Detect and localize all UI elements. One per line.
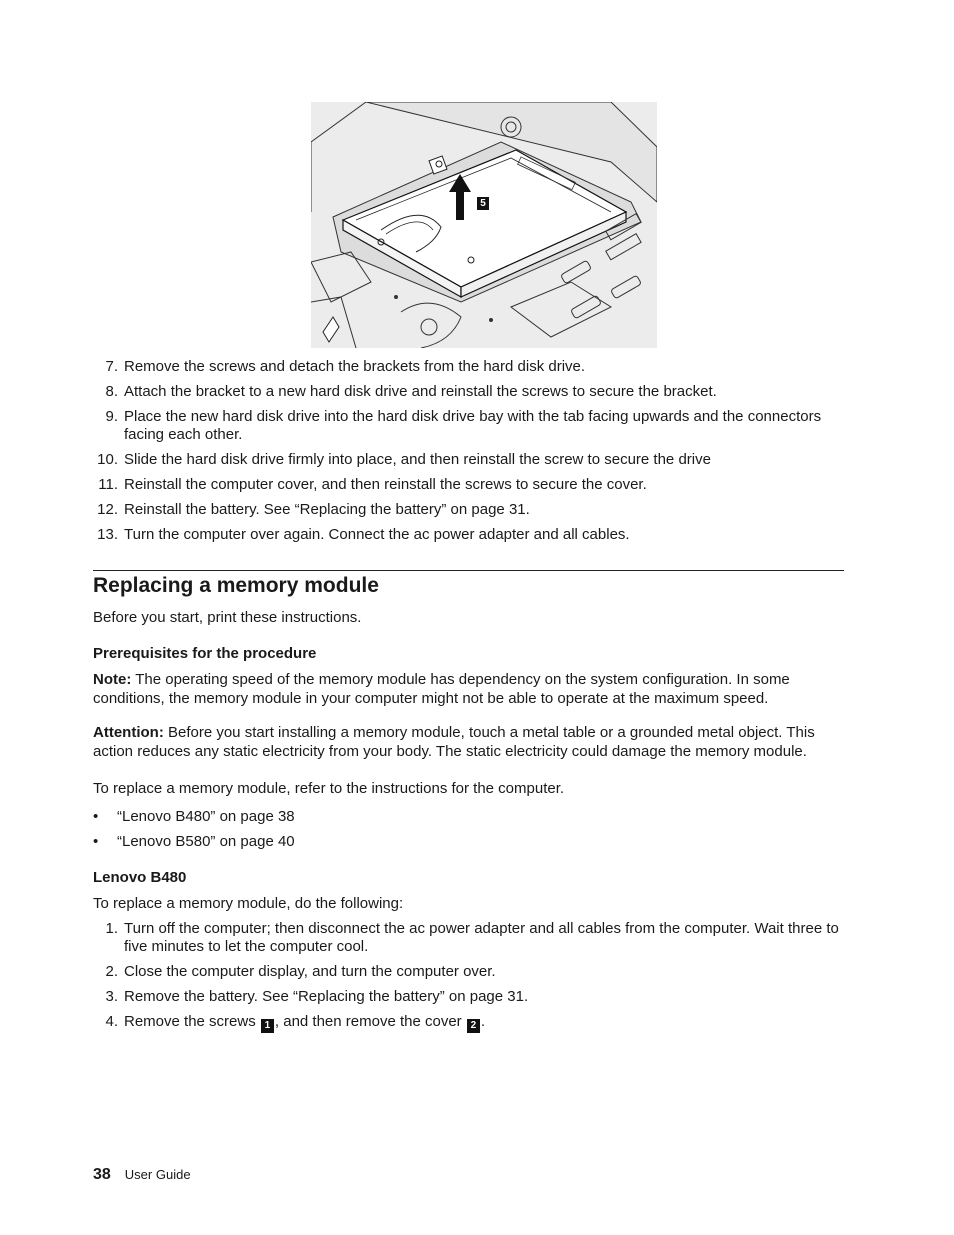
section-divider <box>93 570 844 571</box>
section-title: Replacing a memory module <box>93 574 379 597</box>
model-intro: To replace a memory module, do the following: <box>93 895 404 912</box>
step-text: Reinstall the battery. See “Replacing the battery” on page 31. <box>124 501 530 518</box>
step-number: 7. <box>105 358 118 375</box>
model-links-list <box>93 808 295 858</box>
step-text: Slide the hard disk drive firmly into place, and then reinstall the screw to secure the drive <box>124 451 711 468</box>
bullet: • <box>93 808 99 825</box>
document-title: User Guide <box>124 1167 191 1182</box>
callout-badge-2: 2 <box>467 1019 480 1033</box>
note-text: The operating speed of the memory module has dependency on the system configuration. In some conditions, the memory module in your computer might not be able to operate at the maximum speed. <box>93 671 790 707</box>
attention-paragraph <box>93 723 848 761</box>
step-number: 13. <box>97 526 118 543</box>
step-text-part: . <box>480 1013 486 1030</box>
refer-text: To replace a memory module, refer to the instructions for the computer. <box>93 780 565 797</box>
step-item <box>93 358 853 376</box>
list-item[interactable] <box>93 808 295 826</box>
callout-badge-5: 5 <box>477 197 489 210</box>
step-text: Place the new hard disk drive into the hard disk drive bay with the tab facing upwards and the connectors facing each other. <box>124 408 822 443</box>
step-number: 3. <box>105 988 118 1005</box>
hard-disk-steps <box>93 358 853 551</box>
intro-text: Before you start, print these instructions. <box>93 609 362 626</box>
step-number: 11. <box>98 476 118 493</box>
step-item <box>93 526 853 544</box>
note-paragraph <box>93 670 848 708</box>
link-lenovo-b480[interactable]: “Lenovo B480” on page 38 <box>117 808 295 825</box>
attention-text: Before you start installing a memory module, touch a metal table or a grounded metal object. This action reduces any static electricity from your body. The static electricity could damage the memory module. <box>93 724 815 760</box>
step-number: 9. <box>105 408 118 425</box>
link-lenovo-b580[interactable]: “Lenovo B580” on page 40 <box>117 833 295 850</box>
step-item <box>93 451 853 469</box>
step-item <box>93 1013 853 1033</box>
memory-steps <box>93 920 853 1040</box>
step-item <box>93 920 853 956</box>
step-text-part: Remove the screws <box>124 1013 260 1030</box>
step-text: Reinstall the computer cover, and then reinstall the screws to secure the cover. <box>124 476 647 493</box>
step-item <box>93 988 853 1006</box>
step-text: Attach the bracket to a new hard disk drive and reinstall the screws to secure the bracket. <box>124 383 717 400</box>
hard-disk-drive-illustration <box>311 102 657 348</box>
step-number: 2. <box>105 963 118 980</box>
step-text: Remove the screws and detach the brackets from the hard disk drive. <box>124 358 586 375</box>
hard-disk-drive-drawing <box>311 102 657 348</box>
page-number: 38 <box>93 1166 111 1183</box>
step-item <box>93 383 853 401</box>
step-number: 8. <box>105 383 118 400</box>
step-text: Turn off the computer; then disconnect the ac power adapter and all cables from the computer. Wait three to five minutes to let the computer cool. <box>124 920 839 955</box>
step-text-part: , and then remove the cover <box>274 1013 466 1030</box>
list-item[interactable] <box>93 833 295 851</box>
step-text: Turn the computer over again. Connect the ac power adapter and all cables. <box>124 526 630 543</box>
page-footer <box>93 1166 191 1184</box>
step-number: 12. <box>97 501 118 518</box>
step-number: 1. <box>105 920 118 937</box>
step-item <box>93 476 853 494</box>
note-label: Note: <box>93 671 132 688</box>
step-text: Remove the battery. See “Replacing the battery” on page 31. <box>124 988 529 1005</box>
step-item <box>93 501 853 519</box>
bullet: • <box>93 833 99 850</box>
step-number: 10. <box>97 451 118 468</box>
step-text: Close the computer display, and turn the computer over. <box>124 963 496 980</box>
step-number: 4. <box>105 1013 118 1030</box>
prerequisites-heading: Prerequisites for the procedure <box>93 645 317 662</box>
step-item <box>93 963 853 981</box>
model-heading: Lenovo B480 <box>93 869 187 886</box>
callout-badge-1: 1 <box>261 1019 274 1033</box>
step-item <box>93 408 853 444</box>
attention-label: Attention: <box>93 724 164 741</box>
